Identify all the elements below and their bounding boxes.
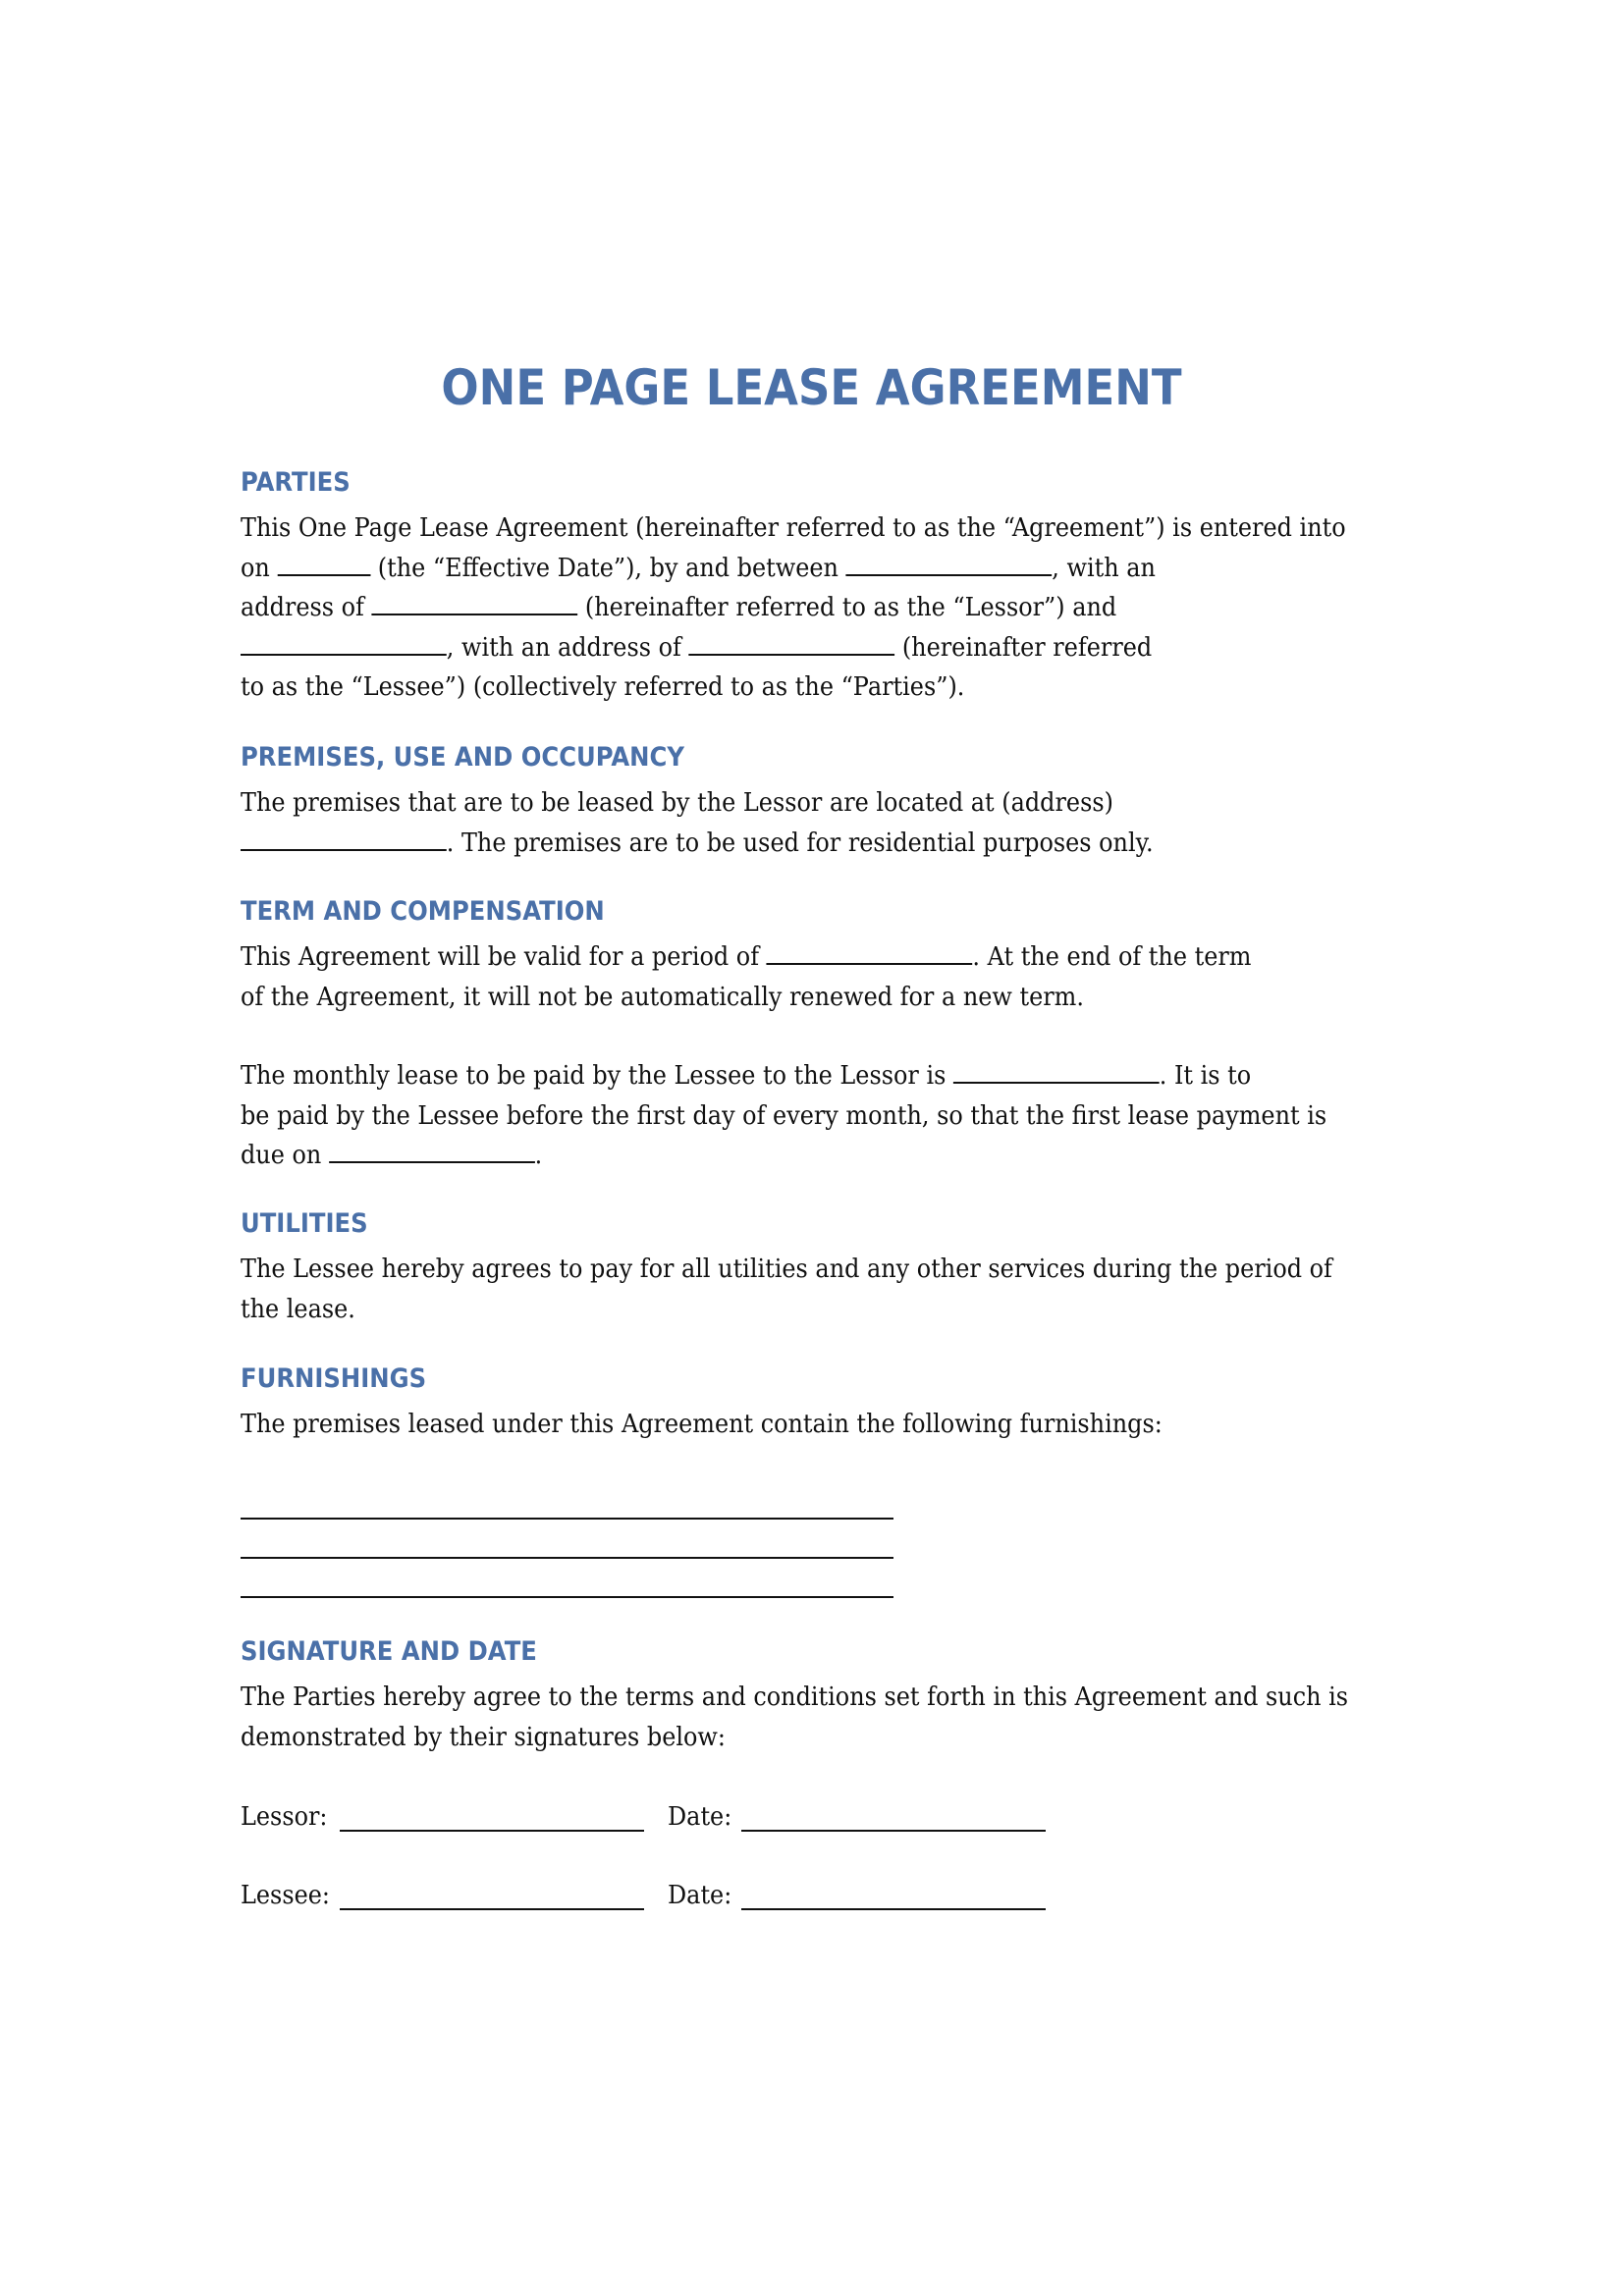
text: . It is to [1159,1061,1252,1091]
text: (hereinafter referred to as the “Lessor”) and [577,593,1117,622]
term-line-1 [241,937,1307,978]
term-line-4: be paid by the Lessee before the first day of every month, so that the first lease payment is [241,1100,1327,1131]
document-title: ONE PAGE LEASE AGREEMENT [441,359,1182,416]
heading-utilities: UTILITIES [241,1208,368,1239]
heading-premises: PREMISES, USE AND OCCUPANCY [241,742,684,773]
lessee-date-blank[interactable] [741,1887,1046,1910]
premises-line-2 [241,824,1307,864]
term-line-5 [241,1136,1307,1176]
signature-paragraph [241,1678,1399,1757]
signature-line-1: The Parties hereby agree to the terms and conditions set forth in this Agreement and such is [241,1682,1349,1712]
term-paragraph-2 [241,1056,1399,1176]
effective-date-blank[interactable] [277,553,370,576]
text: on [241,553,278,583]
furnishings-paragraph [241,1405,1399,1445]
monthly-lease-blank[interactable] [953,1060,1160,1084]
heading-parties: PARTIES [241,467,351,498]
term-paragraph-1 [241,937,1399,1017]
premises-line-1: The premises that are to be leased by the Lessor are located at (address) [241,788,1113,818]
heading-signature: SIGNATURE AND DATE [241,1636,537,1667]
text: The monthly lease to be paid by the Lessee to the Lessor is [241,1061,953,1091]
text: . [534,1141,543,1170]
text: address of [241,593,372,622]
furnishings-line-1: The premises leased under this Agreement contain the following furnishings: [241,1410,1163,1439]
parties-line-1: This One Page Lease Agreement (hereinafter referred to as the “Agreement”) is entered into [241,513,1346,543]
text: (the “Effective Date”), by and between [370,553,846,583]
lessee-signature-blank[interactable] [340,1887,644,1910]
term-line-2: of the Agreement, it will not be automatically renewed for a new term. [241,982,1084,1012]
furnishing-blank-1[interactable] [241,1518,893,1520]
parties-line-4 [241,628,1307,668]
text: . The premises are to be used for residential purposes only. [446,828,1154,858]
lessee-name-blank[interactable] [241,632,447,656]
first-payment-date-blank[interactable] [329,1140,535,1163]
utilities-line-2: the lease. [241,1294,355,1324]
text: (hereinafter referred [894,632,1153,663]
lessor-date-label: Date: [668,1802,732,1832]
lessor-date-blank[interactable] [741,1808,1046,1832]
lessor-signature-row [241,1802,732,1832]
lessee-date-label: Date: [668,1881,732,1910]
utilities-line-1: The Lessee hereby agrees to pay for all utilities and any other services during the period of [241,1255,1332,1284]
text: . At the end of the term [972,942,1252,972]
furnishing-blank-2[interactable] [241,1557,893,1559]
text: , with an address of [446,632,689,663]
heading-term: TERM AND COMPENSATION [241,896,605,927]
parties-paragraph [241,508,1399,708]
lessor-label: Lessor: [241,1802,328,1832]
term-line-3 [241,1056,1307,1096]
parties-line-3 [241,588,1307,628]
heading-furnishings: FURNISHINGS [241,1363,427,1394]
term-period-blank[interactable] [767,941,973,965]
lessor-address-blank[interactable] [372,592,578,615]
text: due on [241,1141,329,1170]
lessee-label: Lessee: [241,1881,330,1910]
utilities-paragraph [241,1250,1399,1329]
lessor-signature-blank[interactable] [340,1808,644,1832]
lessor-name-blank[interactable] [846,553,1053,576]
parties-line-2 [241,549,1307,589]
premises-address-blank[interactable] [241,828,447,851]
lessee-signature-row [241,1881,732,1910]
furnishing-blank-3[interactable] [241,1596,893,1598]
premises-paragraph [241,783,1399,863]
parties-line-5: to as the “Lessee”) (collectively referred to as the “Parties”). [241,672,965,702]
lessee-address-blank[interactable] [688,632,894,656]
text: This Agreement will be valid for a period of [241,942,767,972]
signature-line-2: demonstrated by their signatures below: [241,1722,726,1752]
text: , with an [1052,553,1156,583]
